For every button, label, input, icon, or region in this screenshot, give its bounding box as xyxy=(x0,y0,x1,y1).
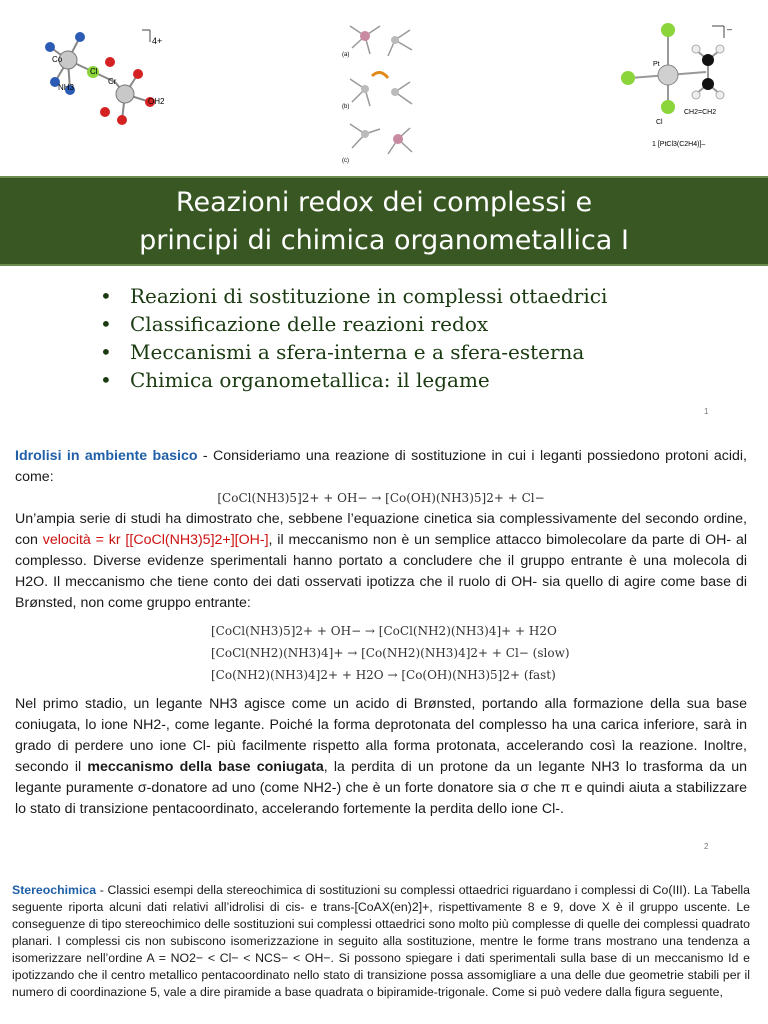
topic-item: • Chimica organometallica: il legame xyxy=(100,368,490,392)
atom-label-pt: Pt xyxy=(653,61,660,68)
paragraph-text: Nel primo stadio, un legante NH3 agisce come un acido di Brønsted, portando alla formazione della sua base coniugata, lo ione NH2-, come legante. Poiché la forma deprotonata del complesso ha una carica inferiore, sarà in grado di perdere uno ione Cl- più facilmente rispetto alla forma protonata, accelerando così la reazione. Inoltre, secondo il xyxy=(15,696,747,775)
atom-label-nh3: NH3 xyxy=(58,83,75,92)
bold-term: meccanismo della base coniugata xyxy=(87,759,324,775)
panel-label-c: (c) xyxy=(342,158,349,164)
mechanism-step: [CoCl(NH2)(NH3)4]+ → [Co(NH2)(NH3)4]2+ + Cl− (slow) xyxy=(211,646,570,660)
charge-label: 4+ xyxy=(152,36,163,46)
figure-strip xyxy=(0,0,768,176)
bridged-dimer-molecule-figure xyxy=(30,22,180,132)
reaction-equation: [CoCl(NH3)5]2+ + OH− → [Co(OH)(NH3)5]2+ + Cl− xyxy=(217,491,545,505)
rate-law: velocità = kr [[CoCl(NH3)5]2+][OH-] xyxy=(42,532,269,548)
mechanism-steps xyxy=(15,620,747,686)
section-basic-hydrolysis xyxy=(15,446,747,820)
mechanism-diagram-figure xyxy=(340,4,422,164)
intro-text: - Consideriamo una reazione di sostituzione in cui i leganti possiedono protoni acidi, come: xyxy=(15,448,747,485)
page-number: 1 xyxy=(704,407,709,416)
panel-label-a: (a) xyxy=(342,52,350,58)
mechanism-step: [CoCl(NH3)5]2+ + OH− → [CoCl(NH2)(NH3)4]+ + H2O xyxy=(211,624,557,638)
atom-label-cl-right: Cl xyxy=(656,119,663,126)
atom-label-oh2: OH2 xyxy=(148,97,165,106)
paragraph-text: - Classici esempi della stereochimica di sostituzioni su complessi ottaedrici riguardano i complessi di Co(III). La Tabella seguente riporta alcuni dati relativi all’idrolisi di cis- e trans-[CoAX(en)2]+, rispettivamente 8 e 9, dove X è il gruppo uscente. Le conseguenze di tipo stereochimico delle sostituzioni sui complessi ottaedrici sono molto più complesse di quelle dei complessi quadrato planari. I complessi cis non subiscono isomerizzazione in seguito alla sostituzione, mentre le forme trans mostrano una tendenza a isomerizzare nell’ordine A = NO2− < Cl− < NCS− < OH−. Si possono spiegare i dati sperimentali sulla base di un meccanismo Id e ipotizzando che il centro metallico pentacoordinato nello stato di transizione possa assomigliare a una delle due geometrie stabili per il numero di coordinazione 5, vale a dire piramide a base quadrata o bipiramide-trigonale. Come si può vedere dalla figura seguente, xyxy=(12,883,750,999)
atom-label-cl: Cl xyxy=(90,67,98,76)
mechanism-step: [Co(NH2)(NH3)4]2+ + H2O → [Co(OH)(NH3)5]2+ (fast) xyxy=(211,668,556,682)
paragraph-text: , il meccanismo non è un semplice attacco bimolecolare da parte di OH- al complesso. Diverse evidenze sperimentali hanno portato a concludere che il gruppo entrante è una molecola di H2O. Il meccanismo che tiene conto dei dati osservati ipotizza che il ruolo di OH- sia quello di agire come base di Brønsted, non come gruppo entrante: xyxy=(15,532,747,611)
title-line-2: principi di chimica organometallica I xyxy=(139,225,629,256)
paragraph-text: , la perdita di un protone da un legante NH3 lo trasforma da un legante puramente σ-donatore ad uno (come NH2-) che è un forte donatore sia σ che π e quindi aiuta a stabilizzare lo stato di transizione pentacoordinato, accelerando fortemente la perdita dello ione Cl-. xyxy=(15,759,748,817)
title-line-1: Reazioni redox dei complessi e xyxy=(175,187,593,218)
topic-list xyxy=(100,282,607,394)
compound-caption: 1 [PtCl3(C2H4)]– xyxy=(652,141,706,148)
panel-label-b: (b) xyxy=(342,104,350,110)
topic-text: Chimica organometallica: il legame xyxy=(130,368,490,392)
keyword-heading: Idrolisi in ambiente basico xyxy=(15,448,198,464)
keyword-heading: Stereochimica xyxy=(12,883,97,897)
title-banner xyxy=(0,176,768,266)
atom-label-co: Co xyxy=(52,55,63,64)
paragraph-text: Un’ampia serie di studi ha dimostrato che, sebbene l’equazione cinetica sia complessivamente del secondo ordine, con xyxy=(15,511,747,548)
topic-item: • Classificazione delle reazioni redox xyxy=(100,312,489,336)
topic-item: • Meccanismi a sfera-interna e a sfera-esterna xyxy=(100,340,585,364)
topic-text: Classificazione delle reazioni redox xyxy=(130,312,489,336)
topic-text: Meccanismi a sfera-interna e a sfera-esterna xyxy=(130,340,585,364)
anion-charge-label: – xyxy=(727,24,733,34)
page-number: 2 xyxy=(704,842,709,851)
atom-label-cr: Cr xyxy=(108,77,117,86)
atom-label-ethylene: CH2=CH2 xyxy=(684,109,717,116)
zeise-anion-figure xyxy=(608,20,738,155)
topic-item: • Reazioni di sostituzione in complessi ottaedrici xyxy=(100,284,608,308)
topic-text: Reazioni di sostituzione in complessi ottaedrici xyxy=(130,284,608,308)
section-stereochemistry xyxy=(12,882,750,1001)
